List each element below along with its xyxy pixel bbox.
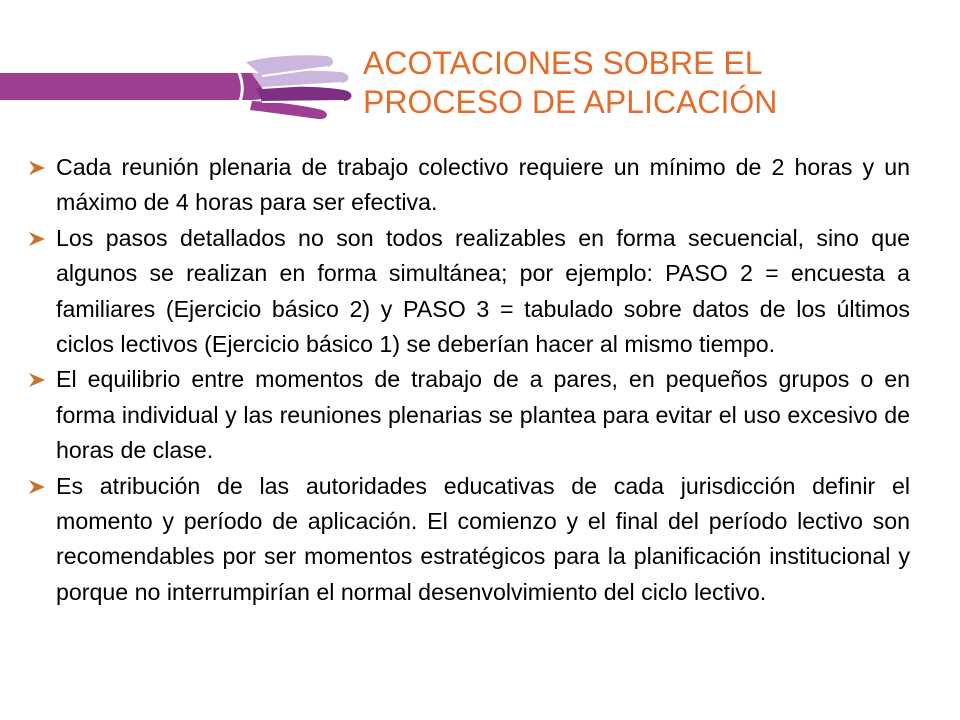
slide-title-line-2: PROCESO DE APLICACIÓN bbox=[363, 84, 778, 120]
bullet-text: Los pasos detallados no son todos realizables en forma secuencial, sino que algunos se realizan en forma simultánea; por ejemplo: PASO 2 = encuesta a familiares (Ejercicio básico 2) y PASO 3 = tabulado sobre datos de los últimos ciclos lectivos (Ejercicio básico 1) se deberían hacer al mismo tiempo. bbox=[56, 224, 910, 358]
arrow-bullet-icon bbox=[27, 160, 47, 176]
slide-title-line-1: ACOTACIONES SOBRE EL bbox=[363, 45, 763, 81]
bullet-text: El equilibrio entre momentos de trabajo de a pares, en pequeños grupos o en forma individual y las reuniones plenarias se plantea para evitar el uso excesivo de horas de clase. bbox=[56, 366, 910, 464]
hands-icon bbox=[0, 40, 360, 130]
bullet-list bbox=[26, 150, 910, 610]
bullet-item bbox=[26, 150, 910, 221]
bullet-text: Es atribución de las autoridades educativas de cada jurisdicción definir el momento y período de aplicación. El comienzo y el final del período lectivo son recomendables por ser momentos estratégicos para la planificación institucional y porque no interrumpirían el normal desenvolvimiento del ciclo lectivo. bbox=[56, 472, 910, 605]
slide-title bbox=[363, 44, 923, 122]
arrow-bullet-icon bbox=[27, 231, 47, 247]
bullet-item bbox=[26, 469, 910, 611]
bullet-item bbox=[26, 362, 910, 468]
bullet-item bbox=[26, 221, 910, 363]
bullet-text: Cada reunión plenaria de trabajo colectivo requiere un mínimo de 2 horas y un máximo de 4 horas para ser efectiva. bbox=[56, 154, 910, 216]
arrow-bullet-icon bbox=[27, 372, 47, 388]
arrow-bullet-icon bbox=[27, 479, 47, 495]
